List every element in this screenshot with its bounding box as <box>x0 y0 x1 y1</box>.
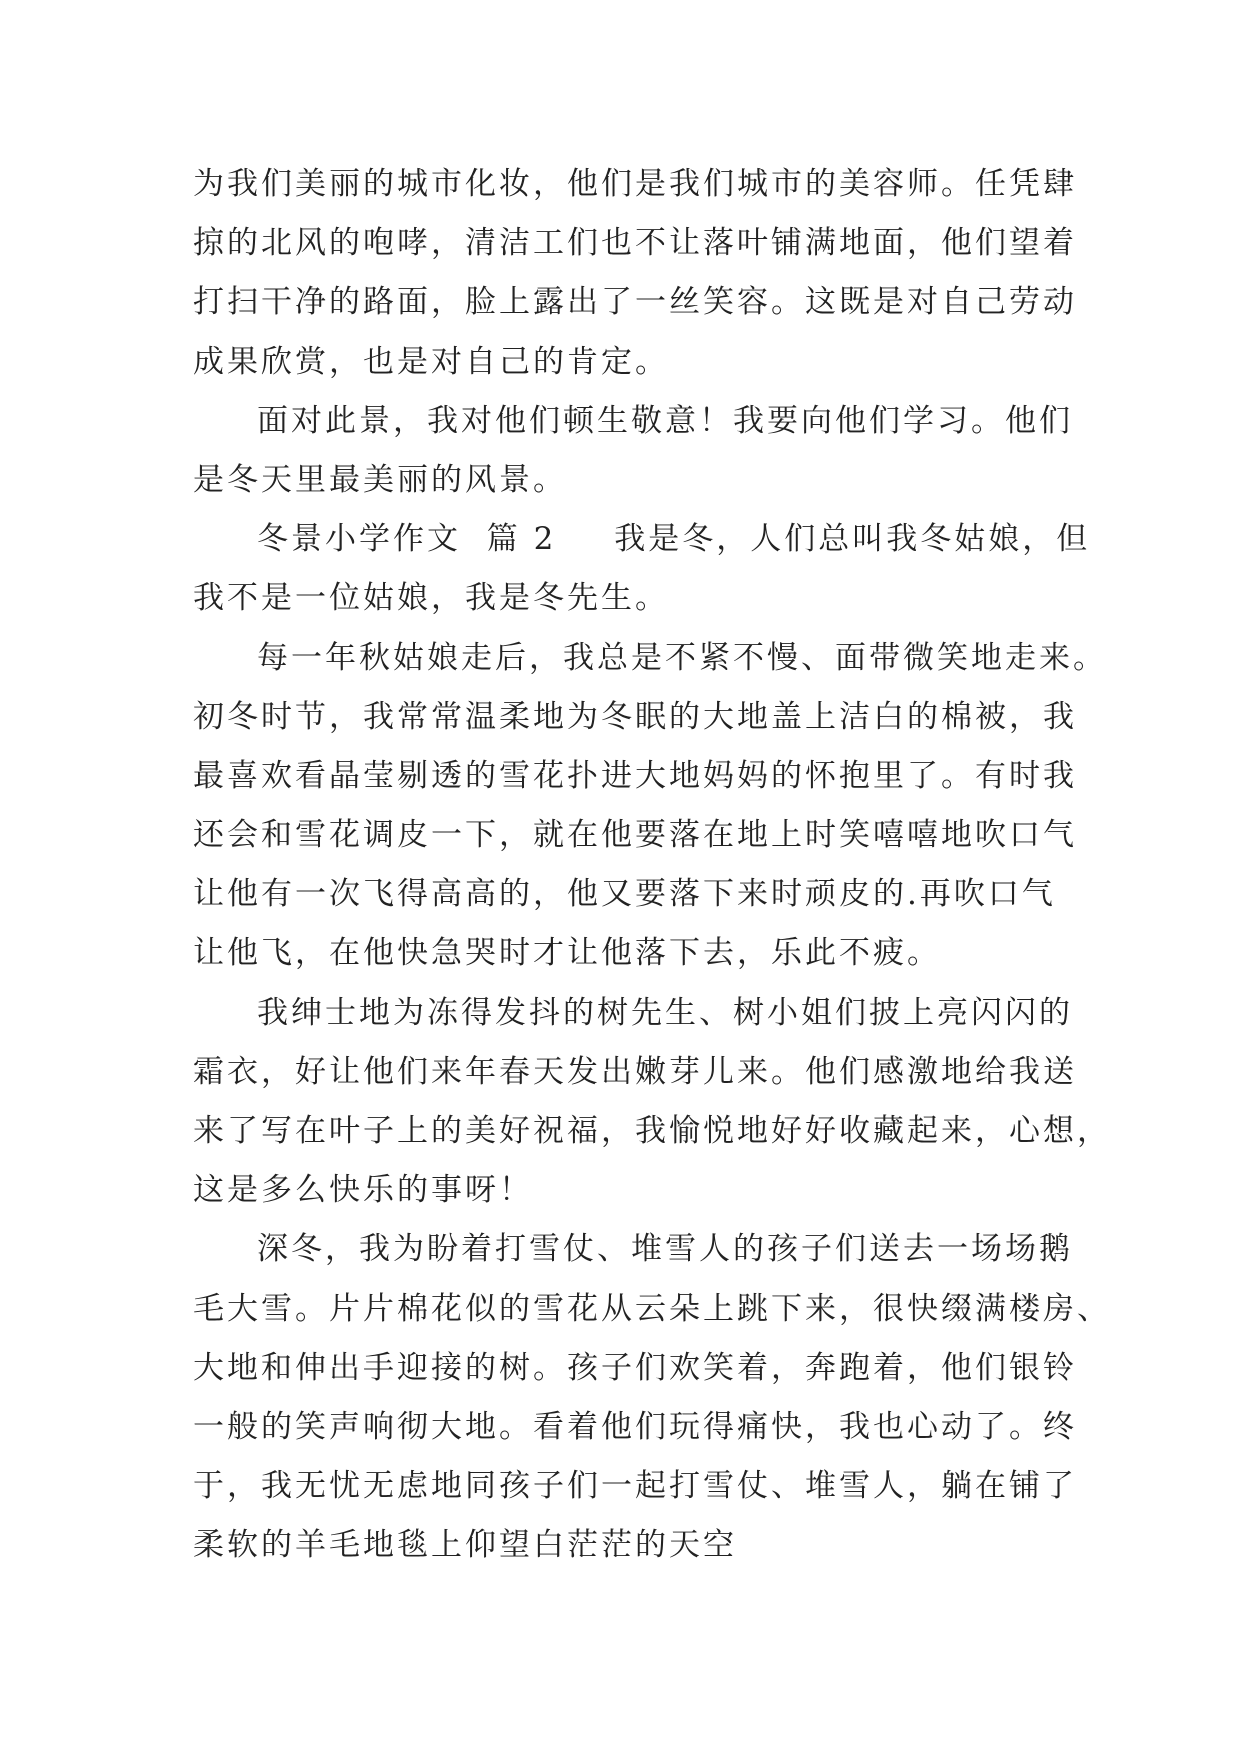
text-line: 打扫干净的路面，脸上露出了一丝笑容。这既是对自己劳动 <box>193 284 1077 321</box>
text-line: 来了写在叶子上的美好祝福，我愉悦地好好收藏起来，心想， <box>193 1113 1111 1149</box>
text-line: 我不是一位姑娘，我是冬先生。 <box>193 580 669 617</box>
document-body <box>193 155 1111 1576</box>
text-line: 每一年秋姑娘走后，我总是不紧不慢、面带微笑地走来。 <box>257 639 1107 676</box>
text-line: 深冬，我为盼着打雪仗、堆雪人的孩子们送去一场场鹅 <box>257 1231 1073 1268</box>
text-line: 毛大雪。片片棉花似的雪花从云朵上跳下来，很快缀满楼房、 <box>193 1290 1111 1327</box>
text-line: 于，我无忧无虑地同孩子们一起打雪仗、堆雪人，躺在铺了 <box>193 1468 1077 1505</box>
text-line: 面对此景，我对他们顿生敬意！我要向他们学习。他们 <box>257 402 1073 439</box>
text-line: 让他有一次飞得高高的，他又要落下来时顽皮的.再吹口气 <box>193 876 1056 913</box>
text-line: 是冬天里最美丽的风景。 <box>193 461 567 498</box>
text-line: 我是冬，人们总叫我冬姑娘，但 <box>614 521 1091 558</box>
text-line: 大地和伸出手迎接的树。孩子们欢笑着，奔跑着，他们银铃 <box>193 1349 1077 1386</box>
section-number: 篇 2 <box>486 521 557 558</box>
text-line: 还会和雪花调皮一下，就在他要落在地上时笑嘻嘻地吹口气 <box>193 817 1077 854</box>
text-line: 这是多么快乐的事呀！ <box>193 1172 533 1209</box>
text-line: 初冬时节，我常常温柔地为冬眠的大地盖上洁白的棉被，我 <box>193 698 1077 735</box>
text-line: 一般的笑声响彻大地。看着他们玩得痛快，我也心动了。终 <box>193 1408 1077 1445</box>
text-line: 掠的北风的咆哮，清洁工们也不让落叶铺满地面，他们望着 <box>193 225 1077 262</box>
text-line: 柔软的羊毛地毯上仰望白茫茫的天空 <box>193 1527 737 1564</box>
text-line: 让他飞，在他快急哭时才让他落下去，乐此不疲。 <box>193 935 941 972</box>
text-line: 成果欣赏，也是对自己的肯定。 <box>193 343 669 380</box>
section-heading-line <box>193 510 1091 569</box>
text-line: 我绅士地为冻得发抖的树先生、树小姐们披上亮闪闪的 <box>257 994 1073 1031</box>
section-heading: 冬景小学作文 <box>257 521 461 558</box>
text-line: 霜衣，好让他们来年春天发出嫩芽儿来。他们感激地给我送 <box>193 1053 1077 1090</box>
text-line: 为我们美丽的城市化妆，他们是我们城市的美容师。任凭肆 <box>193 166 1077 202</box>
text-line: 最喜欢看晶莹剔透的雪花扑进大地妈妈的怀抱里了。有时我 <box>193 757 1077 794</box>
